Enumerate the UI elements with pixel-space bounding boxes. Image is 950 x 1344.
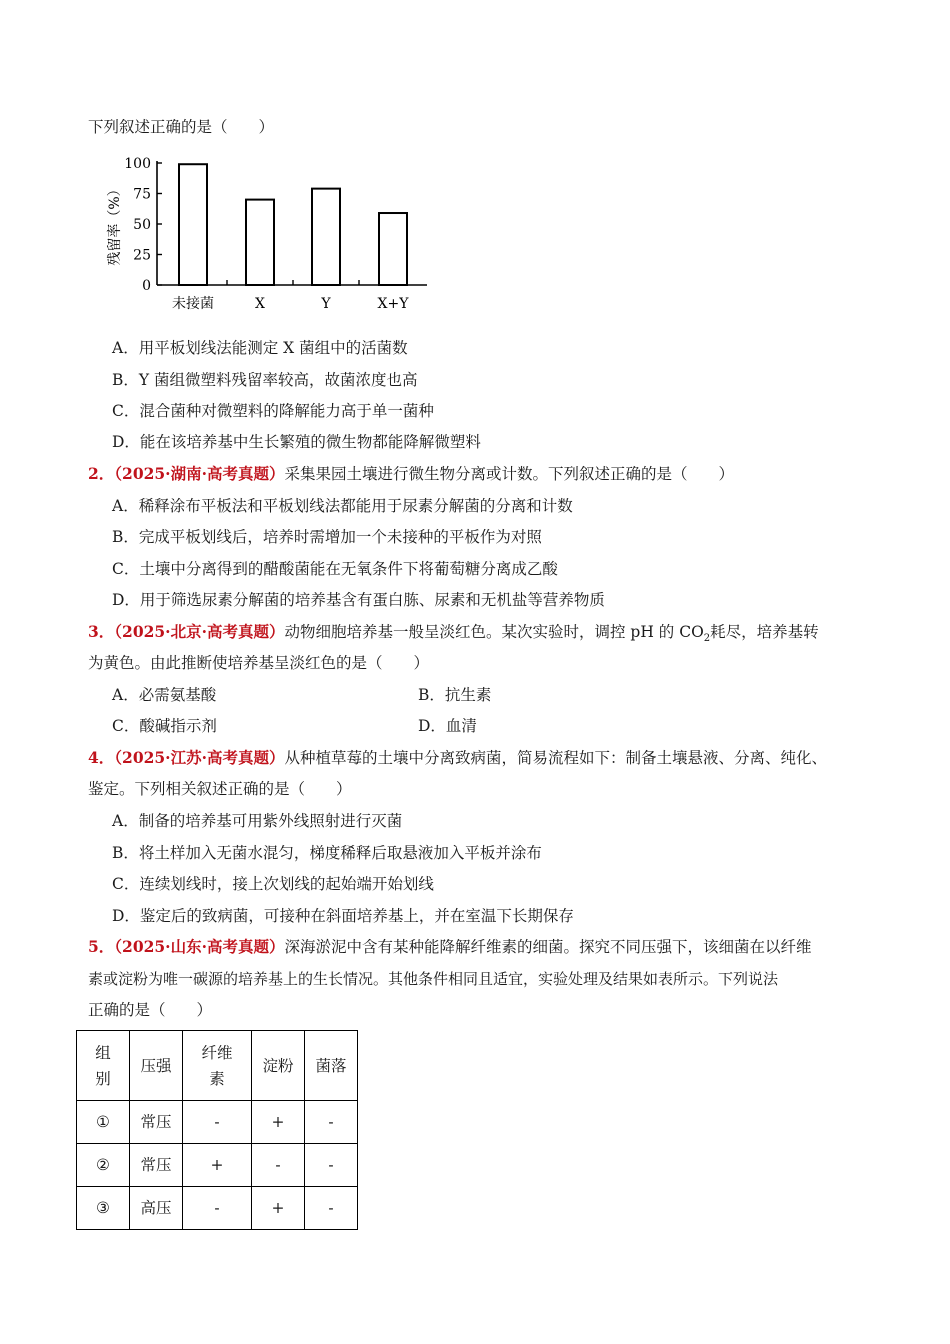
q4-option-a: A．制备的培养基可用紫外线照射进行灭菌: [112, 812, 403, 830]
q1-option-a: A．用平板划线法能测定 X 菌组中的活菌数: [112, 339, 408, 357]
header-cellulose: [183, 1031, 252, 1101]
table-cell: -: [252, 1144, 305, 1187]
q4-option-d: D．鉴定后的致病菌，可接种在斜面培养基上，并在室温下长期保存: [112, 907, 574, 925]
question-text: 动物细胞培养基一般呈淡红色。某次实验时，调控 pH 的 CO: [284, 623, 704, 641]
question-4-stem-cont: 鉴定。下列相关叙述正确的是（ ）: [88, 780, 352, 798]
table-cell: 常压: [130, 1144, 183, 1187]
header-text: 别: [95, 1069, 111, 1088]
question-number: 2．: [88, 464, 115, 483]
question-4-stem: [88, 747, 827, 769]
question-text: 从种植草莓的土壤中分离致病菌，简易流程如下：制备土壤悬液、分离、纯化、: [284, 749, 827, 767]
q3-option-c: C．酸碱指示剂: [112, 717, 217, 735]
q1-option-c: C．混合菌种对微塑料的降解能力高于单一菌种: [112, 402, 434, 420]
question-number: 4．: [88, 748, 115, 767]
q4-option-c: C．连续划线时，接上次划线的起始端开始划线: [112, 875, 434, 893]
header-text: 压强: [140, 1056, 172, 1075]
question-intro: 下列叙述正确的是（ ）: [88, 118, 275, 136]
y-tick-label: 25: [133, 247, 151, 264]
table-cell: ①: [77, 1101, 130, 1144]
table-cell: -: [305, 1187, 358, 1230]
header-text: 组: [95, 1043, 111, 1062]
y-tick-label: 75: [133, 186, 151, 203]
q3-option-a: A．必需氨基酸: [112, 686, 217, 704]
table-header-row: [77, 1031, 358, 1101]
question-5-stem-cont-2: 正确的是（ ）: [88, 1001, 213, 1019]
q2-option-b: B．完成平板划线后，培养时需增加一个未接种的平板作为对照: [112, 528, 542, 546]
bar: [179, 164, 207, 285]
question-text: 耗尽，培养基转: [710, 623, 819, 641]
q2-option-c: C．土壤中分离得到的醋酸菌能在无氧条件下将葡萄糖分离成乙酸: [112, 560, 558, 578]
question-text: 深海淤泥中含有某种能降解纤维素的细菌。探究不同压强下，该细菌在以纤维: [284, 938, 812, 956]
q4-option-b: B．将土样加入无菌水混匀，梯度稀释后取悬液加入平板并涂布: [112, 844, 542, 862]
x-tick-label: 未接菌: [172, 296, 214, 312]
question-text: 采集果园土壤进行微生物分离或计数。下列叙述正确的是（ ）: [284, 465, 734, 483]
table-row: [77, 1187, 358, 1230]
question-5-stem: [88, 936, 812, 958]
x-tick-label: Y: [321, 296, 331, 312]
table-row: [77, 1144, 358, 1187]
subscript: 2: [703, 633, 711, 645]
x-tick-label: X: [255, 296, 265, 312]
table-cell: +: [252, 1101, 305, 1144]
q1-option-d: D．能在该培养基中生长繁殖的微生物都能降解微塑料: [112, 433, 481, 451]
question-5-stem-cont: 素或淀粉为唯一碳源的培养基上的生长情况。其他条件相同且适宜，实验处理及结果如表所示。下列说法: [88, 970, 779, 988]
header-group: [77, 1031, 130, 1101]
table-cell: -: [183, 1101, 252, 1144]
y-tick-label: 0: [142, 278, 151, 294]
question-source: （2025·北京·高考真题）: [114, 622, 285, 641]
residual-rate-bar-chart: [95, 148, 445, 328]
q2-option-d: D．用于筛选尿素分解菌的培养基含有蛋白胨、尿素和无机盐等营养物质: [112, 591, 605, 609]
experiment-table: [76, 1030, 358, 1230]
table-cell: -: [305, 1101, 358, 1144]
question-source: （2025·湖南·高考真题）: [114, 464, 285, 483]
question-source: （2025·江苏·高考真题）: [114, 748, 285, 767]
question-source: （2025·山东·高考真题）: [114, 937, 285, 956]
y-tick-label: 50: [133, 217, 151, 233]
question-2-stem: [88, 463, 734, 485]
y-axis-label: 残留率（%）: [107, 182, 123, 266]
bar: [246, 200, 274, 285]
header-text: 纤维: [201, 1043, 233, 1062]
question-number: 5．: [88, 937, 115, 956]
header-text: 菌落: [315, 1056, 347, 1075]
q1-option-b: B．Y 菌组微塑料残留率较高，故菌浓度也高: [112, 371, 418, 389]
header-starch: [252, 1031, 305, 1101]
q3-option-d: D．血清: [418, 717, 477, 735]
header-text: 素: [209, 1069, 225, 1088]
table-cell: 高压: [130, 1187, 183, 1230]
bar: [379, 213, 407, 285]
header-text: 淀粉: [262, 1056, 294, 1075]
question-3-stem: [88, 621, 819, 650]
table-cell: 常压: [130, 1101, 183, 1144]
header-pressure: [130, 1031, 183, 1101]
x-tick-label: X+Y: [377, 296, 409, 312]
q2-option-a: A．稀释涂布平板法和平板划线法都能用于尿素分解菌的分离和计数: [112, 497, 573, 515]
table-cell: ②: [77, 1144, 130, 1187]
bar: [312, 189, 340, 285]
question-3-stem-cont: 为黄色。由此推断使培养基呈淡红色的是（ ）: [88, 654, 430, 672]
question-number: 3．: [88, 622, 115, 641]
q3-option-b: B．抗生素: [418, 686, 492, 704]
table-cell: -: [305, 1144, 358, 1187]
header-colony: [305, 1031, 358, 1101]
table-cell: ③: [77, 1187, 130, 1230]
table-cell: +: [183, 1144, 252, 1187]
table-row: [77, 1101, 358, 1144]
table-cell: -: [183, 1187, 252, 1230]
y-tick-label: 100: [124, 156, 151, 172]
table-cell: +: [252, 1187, 305, 1230]
